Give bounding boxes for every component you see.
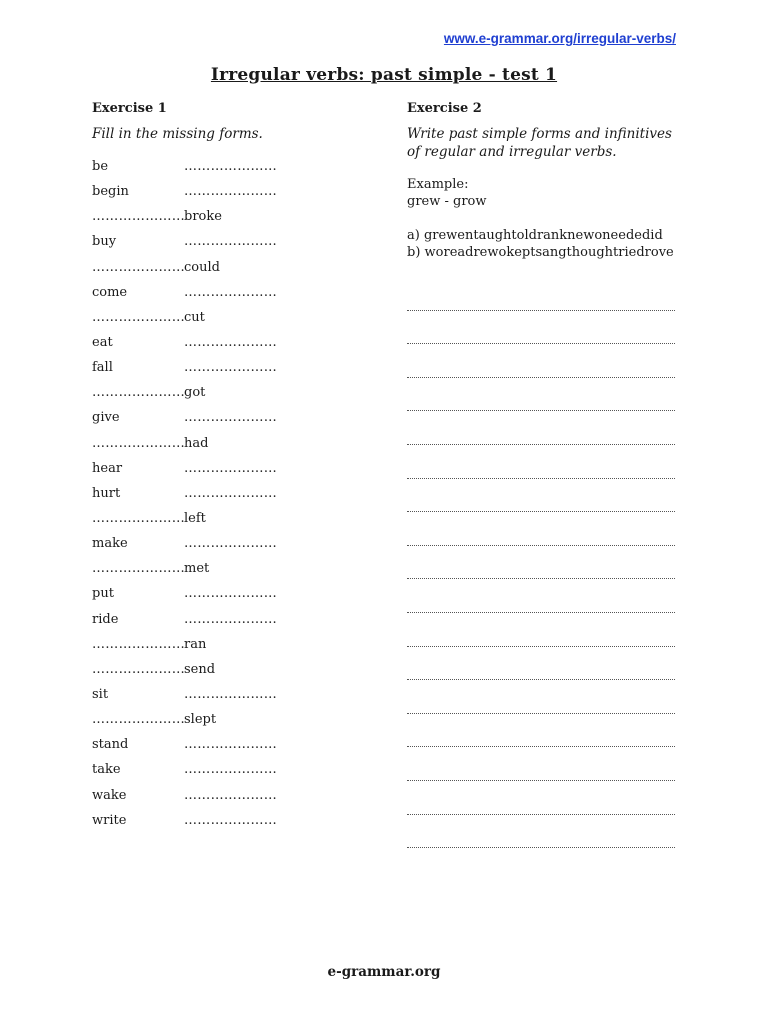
verb-form: broke	[184, 209, 222, 225]
answer-line[interactable]	[407, 497, 675, 531]
dotted-line	[407, 478, 675, 479]
answer-blank[interactable]: …………………	[184, 686, 278, 702]
exercise-2-instruction: Write past simple forms and infinitives of regular and irregular verbs.	[407, 126, 672, 160]
verb-form: got	[184, 385, 206, 401]
exercise-2-heading: Exercise 2	[407, 101, 482, 116]
verb-form: ran	[184, 636, 207, 652]
verb-form: eat	[92, 334, 113, 350]
answer-blank[interactable]: …………………	[184, 812, 278, 828]
answer-blank[interactable]: …………………	[184, 611, 278, 627]
answer-blank[interactable]: …………………	[184, 485, 278, 501]
dotted-line	[407, 679, 675, 680]
answer-blank[interactable]: …………………	[184, 184, 278, 200]
answer-blank[interactable]: …………………	[92, 636, 186, 652]
verb-form: come	[92, 284, 128, 300]
answer-blank[interactable]: …………………	[184, 360, 278, 376]
answer-line[interactable]	[407, 530, 675, 564]
verb-form: cut	[184, 309, 205, 325]
dotted-line	[407, 343, 675, 344]
verb-form: slept	[184, 712, 217, 728]
site-url-link[interactable]: www.e-grammar.org/irregular-verbs/	[443, 31, 676, 46]
dotted-line	[407, 377, 675, 378]
dotted-line	[407, 713, 675, 714]
verb-form: put	[92, 586, 114, 602]
letter-string-b: b) woreadrewokeptsangthoughtriedrove	[407, 245, 674, 260]
verb-form: stand	[92, 737, 129, 753]
answer-line[interactable]	[407, 799, 675, 833]
answer-line[interactable]	[407, 732, 675, 766]
verb-form: send	[184, 661, 216, 677]
answer-blank[interactable]: …………………	[184, 737, 278, 753]
dotted-line	[407, 746, 675, 747]
answer-line[interactable]	[407, 665, 675, 699]
answer-blank[interactable]: …………………	[184, 586, 278, 602]
answer-lines	[407, 295, 675, 866]
verb-form: make	[92, 536, 128, 552]
dotted-line	[407, 410, 675, 411]
answer-blank[interactable]: …………………	[184, 159, 278, 174]
dotted-line	[407, 511, 675, 512]
dotted-line	[407, 612, 675, 613]
verb-form: give	[92, 410, 120, 426]
dotted-line	[407, 310, 675, 311]
example-text: grew - grow	[407, 194, 487, 209]
verb-form: wake	[92, 787, 127, 803]
answer-blank[interactable]: …………………	[184, 536, 278, 552]
answer-blank[interactable]: …………………	[92, 259, 186, 275]
verb-form: buy	[92, 234, 117, 250]
verb-form: ride	[92, 611, 119, 627]
answer-line[interactable]	[407, 765, 675, 799]
verb-form: take	[92, 762, 121, 778]
answer-blank[interactable]: …………………	[184, 410, 278, 426]
answer-blank[interactable]: …………………	[184, 762, 278, 778]
answer-blank[interactable]: …………………	[92, 309, 186, 325]
verb-form: met	[184, 561, 210, 577]
answer-line[interactable]	[407, 833, 675, 867]
verb-form: sit	[92, 686, 109, 702]
answer-blank[interactable]: …………………	[184, 234, 278, 250]
answer-blank[interactable]: …………………	[184, 334, 278, 350]
verb-form: write	[92, 812, 127, 828]
answer-line[interactable]	[407, 564, 675, 598]
answer-blank[interactable]: …………………	[92, 712, 186, 728]
dotted-line	[407, 444, 675, 445]
footer-site-name: e-grammar.org	[327, 964, 441, 980]
answer-line[interactable]	[407, 698, 675, 732]
letter-string-a: a) grewentaughtoldranknewoneededid	[407, 228, 663, 243]
answer-line[interactable]	[407, 597, 675, 631]
verb-form: fall	[92, 360, 113, 376]
answer-blank[interactable]: …………………	[92, 209, 186, 225]
verb-form: left	[184, 510, 206, 526]
dotted-line	[407, 646, 675, 647]
verb-form: had	[184, 435, 209, 451]
answer-blank[interactable]: …………………	[184, 460, 278, 476]
answer-line[interactable]	[407, 429, 675, 463]
answer-line[interactable]	[407, 463, 675, 497]
answer-line[interactable]	[407, 329, 675, 363]
dotted-line	[407, 814, 675, 815]
example-label: Example:	[407, 177, 469, 192]
page-title: Irregular verbs: past simple - test 1	[210, 65, 558, 85]
answer-line[interactable]	[407, 396, 675, 430]
verb-form: hear	[92, 460, 123, 476]
answer-line[interactable]	[407, 362, 675, 396]
dotted-line	[407, 780, 675, 781]
verb-form: could	[184, 259, 220, 275]
dotted-line	[407, 578, 675, 579]
dotted-line	[407, 545, 675, 546]
exercise-1-instruction: Fill in the missing forms.	[92, 126, 263, 142]
answer-blank[interactable]: …………………	[92, 561, 186, 577]
answer-blank[interactable]: …………………	[92, 435, 186, 451]
answer-blank[interactable]: …………………	[92, 661, 186, 677]
exercise-1-heading: Exercise 1	[92, 101, 167, 116]
answer-line[interactable]	[407, 631, 675, 665]
dotted-line	[407, 847, 675, 848]
verb-form: be	[92, 159, 109, 174]
answer-blank[interactable]: …………………	[92, 510, 186, 526]
answer-line[interactable]	[407, 295, 675, 329]
answer-blank[interactable]: …………………	[184, 787, 278, 803]
answer-blank[interactable]: …………………	[92, 385, 186, 401]
answer-blank[interactable]: …………………	[184, 284, 278, 300]
verb-form: hurt	[92, 485, 121, 501]
verb-form: begin	[92, 184, 129, 200]
